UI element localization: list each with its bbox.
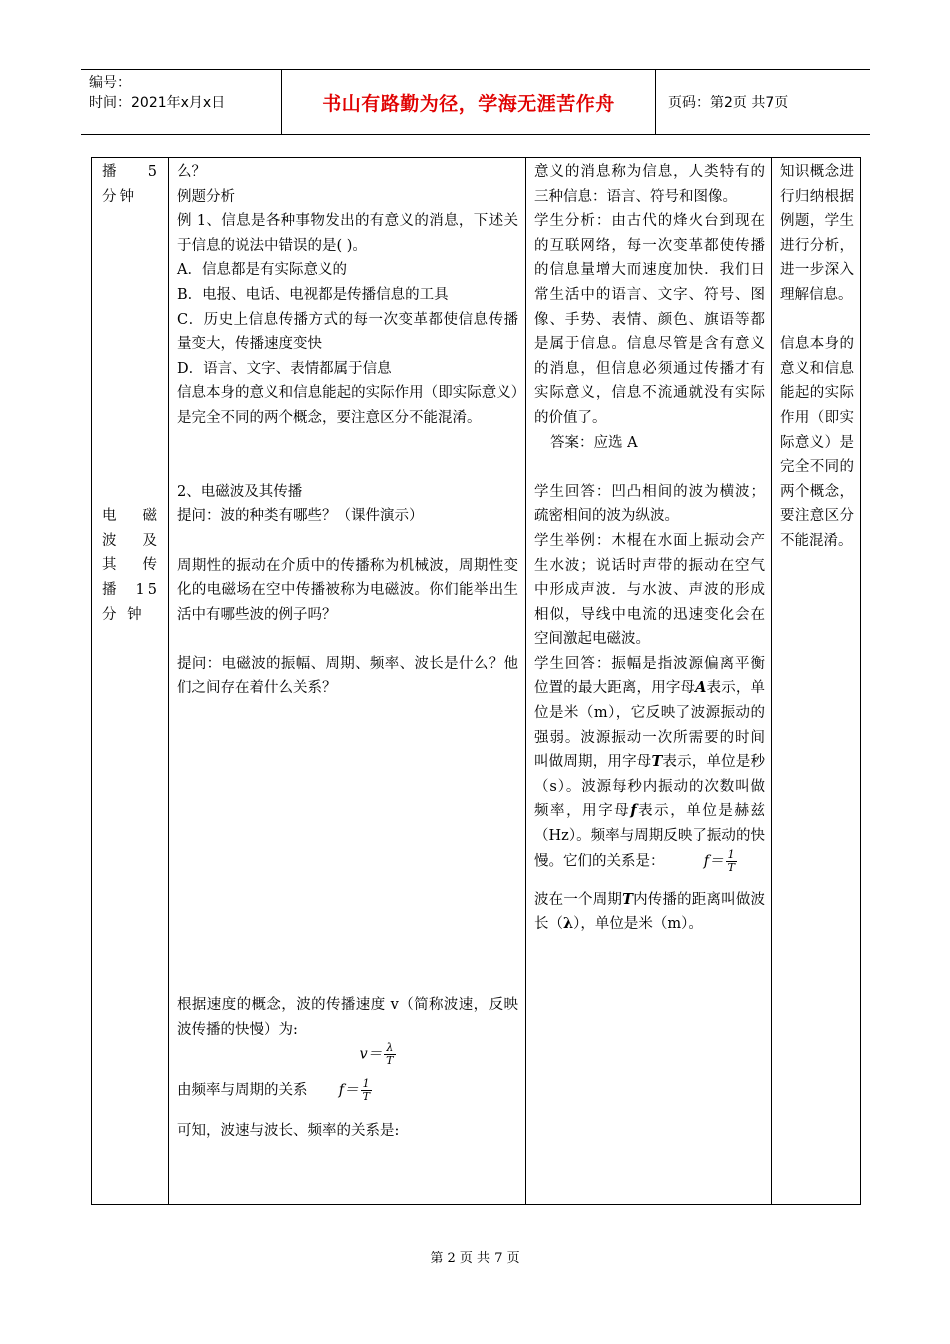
wave-speed-formula [177,1042,518,1078]
page-header [81,69,870,135]
formula-numerator: 1 [726,849,737,862]
symbol-t: T [622,890,633,908]
speed-relation-text: 可知，波速与波长、频率的关系是: [177,1123,400,1140]
text-line: 么？ [177,164,206,180]
formula-denominator: T [386,1054,394,1068]
symbol-a: A [695,679,707,697]
text-span: 表示，单位是米（m），它反映了波源振动的强弱。波源振动一次所需要的时间叫做周期，用字母 [534,680,766,771]
formula-lhs: f＝ [338,1082,359,1099]
intent-column [771,158,860,554]
section-heading: 2、电磁波及其传播 [177,483,303,500]
header-meta [81,70,281,134]
text-span: ），单位是米（m）。 [573,916,703,933]
option-a: A．信息都是有实际意义的 [177,262,347,279]
student-answer-properties [534,652,765,874]
intent-note-1: 知识概念进行归纳根据例题，学生进行分析，进一步深入理解信息。 [780,164,854,303]
text-span: 波在一个周期 [534,891,623,908]
example-question: 例 1、信息是各种事物发出的有意义的消息，下述关于信息的说法中错误的是( )。 [177,213,518,254]
student-column [525,158,771,937]
formula-lhs: f＝ [703,853,724,870]
teacher-column [168,158,525,1144]
header-motto: 书山有路勤为径，学海无涯苦作舟 [322,92,615,115]
formula-numerator: λ [384,1042,395,1055]
example-note: 信息本身的意义和信息能起的实际作用（即实际意义）是完全不同的两个概念，要注意区分不能混淆。 [177,385,518,426]
student-examples: 学生举例：木棍在水面上振动会产生水波；说话时声带的振动在空气中形成声波．与水波、声波的形成相似，导线中电流的迅速变化会在空间激起电磁波。 [534,532,765,648]
doc-date-label: 时间：2021年x月x日 [89,95,226,111]
formula-lhs: v＝ [359,1046,383,1063]
wave-definition: 周期性的振动在介质中的传播称为机械波，周期性变化的电磁场在空中传播被称为电磁波。你们能举出生活中有哪些波的例子吗？ [177,557,518,623]
text-span: 内传播的距离叫做波长（ [534,891,766,933]
info-definition: 意义的消息称为信息，人类特有的三种信息：语言、符号和图像。 [534,164,765,205]
wavelength-definition [534,888,765,937]
frequency-period-text [177,1078,518,1103]
formula-numerator: 1 [361,1078,372,1091]
text-span: 表示，单位是秒（s）。波源每秒内振动的次数叫做频率，用字母 [534,754,766,820]
phase-em-wave: 电 磁 波 及 其 传 播 15 分 钟 [102,508,160,623]
option-c: C．历史上信息传播方式的每一次变革都使信息传播量变大，传播速度变快 [177,311,518,353]
symbol-lambda: λ [563,915,574,933]
option-b: B．电报、电话、电视都是传播信息的工具 [177,286,449,303]
answer-text: 答案：应选 A [550,434,638,451]
formula-denominator: T [727,860,735,874]
question-wave-types: 提问：波的种类有哪些？（课件演示） [177,508,424,525]
header-page-cell [656,70,870,134]
header-motto-cell [281,70,656,134]
lesson-table [91,157,861,1205]
text-span: 学生回答：振幅是指波源偏离平衡位置的最大距离，用字母 [534,655,765,697]
page-footer: 第 2 页 共 7 页 [430,1251,520,1266]
frequency-period-label: 由频率与周期的关系 [177,1082,308,1099]
student-answer-wave-types: 学生回答：凹凸相间的波为横波；疏密相间的波为纵波。 [534,483,765,525]
intent-note-2: 信息本身的意义和信息能起的实际作用（即实际意义）是完全不同的两个概念，要注意区分不能混淆。 [780,336,854,549]
student-analysis: 学生分析：由古代的烽火台到现在的互联网络，每一次变革都使传播的信息量增大而速度加快．我们日常生活中的语言、文字、符号、图像、手势、表情、颜色、旗语等都是属于信息。信息尽管是含有意义的消息，但信息必须通过传播才有实际意义，信息不流通就没有实际的价值了。 [534,213,765,426]
text-span: 表示，单位是赫兹（Hz）。频率与周期反映了振动的快慢。它们的关系是： [534,803,766,870]
phase-column [92,158,168,627]
doc-number-label: 编号： [89,75,131,91]
question-wave-properties: 提问：电磁波的振幅、周期、频率、波长是什么？他们之间存在着什么关系？ [177,655,518,697]
example-heading: 例题分析 [177,188,235,205]
phase-broadcast: 播 5 分钟 [102,164,160,205]
wave-speed-text: 根据速度的概念，波的传播速度 v（简称波速，反映波传播的快慢）为: [177,997,518,1038]
symbol-f: f [630,802,637,820]
option-d: D．语言、文字、表情都属于信息 [177,360,392,377]
header-page-label: 页码：第2页 共7页 [668,95,789,111]
symbol-t: T [651,753,663,771]
formula-denominator: T [362,1090,370,1104]
